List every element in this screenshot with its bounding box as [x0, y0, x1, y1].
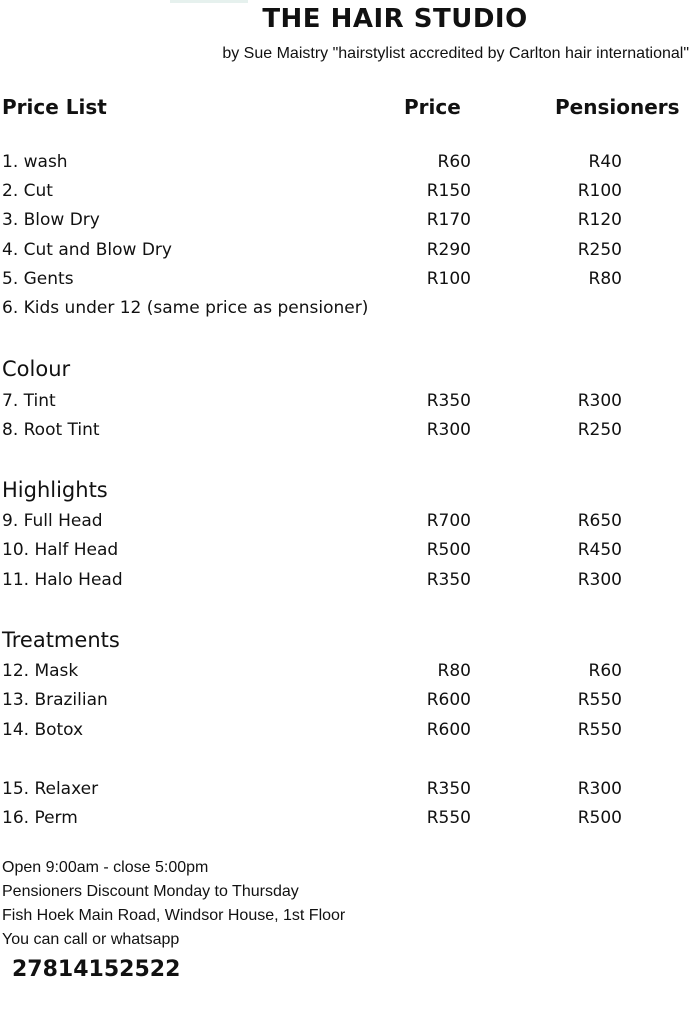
service-label: 6. Kids under 12 (same price as pensioner)	[2, 298, 369, 318]
column-header-price-list: Price List	[2, 95, 107, 119]
price-row	[0, 391, 689, 419]
service-label: 8. Root Tint	[2, 420, 100, 440]
service-price: R700	[426, 511, 471, 531]
service-price: R350	[426, 779, 471, 799]
section-heading-colour: Colour	[2, 357, 71, 381]
pensioners-discount-note: Pensioners Discount Monday to Thursday	[2, 883, 299, 900]
page-title: THE HAIR STUDIO	[262, 4, 528, 34]
service-label: 2. Cut	[2, 181, 53, 201]
service-price: R600	[426, 720, 471, 740]
price-row	[0, 420, 689, 448]
pensioner-price: R250	[577, 420, 622, 440]
pensioner-price: R450	[577, 540, 622, 560]
pensioner-price: R550	[577, 690, 622, 710]
service-price: R550	[426, 808, 471, 828]
price-row	[0, 808, 689, 836]
pensioner-price: R300	[577, 391, 622, 411]
service-label: 12. Mask	[2, 661, 79, 681]
price-row	[0, 511, 689, 539]
service-price: R60	[437, 152, 471, 172]
opening-hours: Open 9:00am - close 5:00pm	[2, 859, 209, 876]
service-price: R290	[426, 240, 471, 260]
pensioner-price: R650	[577, 511, 622, 531]
price-row	[0, 570, 689, 598]
pensioner-price: R100	[577, 181, 622, 201]
service-price: R100	[426, 269, 471, 289]
service-price: R170	[426, 210, 471, 230]
service-label: 9. Full Head	[2, 511, 103, 531]
pensioner-price: R40	[588, 152, 622, 172]
service-price: R150	[426, 181, 471, 201]
price-row	[0, 690, 689, 718]
address: Fish Hoek Main Road, Windsor House, 1st Floor	[2, 907, 346, 924]
service-label: 1. wash	[2, 152, 68, 172]
price-row	[0, 779, 689, 807]
column-header-price: Price	[404, 95, 461, 119]
price-row	[0, 240, 689, 268]
price-row	[0, 661, 689, 689]
service-label: 4. Cut and Blow Dry	[2, 240, 172, 260]
service-price: R80	[437, 661, 471, 681]
service-price: R500	[426, 540, 471, 560]
service-price: R600	[426, 690, 471, 710]
pensioner-price: R550	[577, 720, 622, 740]
pensioner-price: R500	[577, 808, 622, 828]
pensioner-price: R250	[577, 240, 622, 260]
price-row	[0, 720, 689, 748]
service-price: R350	[426, 391, 471, 411]
service-price: R350	[426, 570, 471, 590]
service-label: 11. Halo Head	[2, 570, 123, 590]
price-row	[0, 540, 689, 568]
price-row	[0, 152, 689, 180]
service-price: R300	[426, 420, 471, 440]
service-label: 13. Brazilian	[2, 690, 108, 710]
service-label: 7. Tint	[2, 391, 56, 411]
pensioner-price: R60	[588, 661, 622, 681]
service-label: 15. Relaxer	[2, 779, 99, 799]
service-label: 14. Botox	[2, 720, 84, 740]
price-row	[0, 269, 689, 297]
contact-note: You can call or whatsapp	[2, 931, 180, 948]
page-subtitle: by Sue Maistry "hairstylist accredited by Carlton hair international"	[222, 45, 689, 62]
phone-number[interactable]: 27814152522	[12, 957, 181, 982]
column-header-pensioners: Pensioners	[555, 95, 680, 119]
pensioner-price: R80	[588, 269, 622, 289]
price-row	[0, 298, 689, 326]
service-label: 16. Perm	[2, 808, 78, 828]
pensioner-price: R300	[577, 779, 622, 799]
pensioner-price: R120	[577, 210, 622, 230]
section-heading-highlights: Highlights	[2, 478, 108, 502]
price-row	[0, 210, 689, 238]
section-heading-treatments: Treatments	[2, 628, 120, 652]
service-label: 5. Gents	[2, 269, 74, 289]
service-label: 10. Half Head	[2, 540, 119, 560]
top-accent-bar	[170, 0, 248, 3]
service-label: 3. Blow Dry	[2, 210, 100, 230]
price-row	[0, 181, 689, 209]
pensioner-price: R300	[577, 570, 622, 590]
